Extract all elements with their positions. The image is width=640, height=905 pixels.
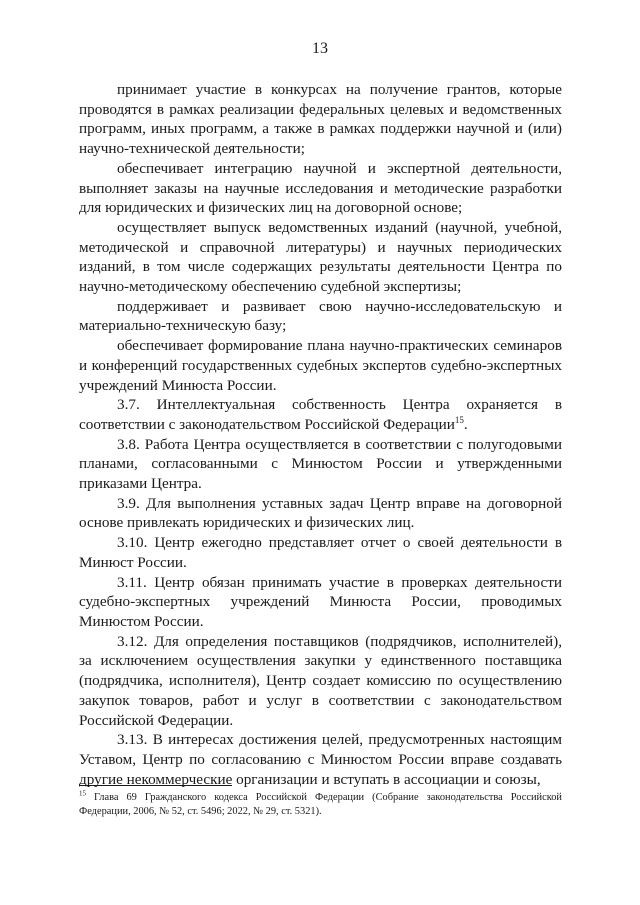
- footnote-text: Глава 69 Гражданского кодекса Российской Федерации (Собрание законодательства Российской Федерации, 2006, № 52, ст. 5496; 2022, № 29, ст. 5321).: [79, 792, 562, 817]
- footnote: [79, 791, 562, 818]
- paragraph-3-7-text: 3.7. Интеллектуальная собственность Центра охраняется в соответствии с законодательством Российской Федерации: [79, 396, 562, 433]
- footnote-separator: [79, 785, 232, 786]
- page-number: 13: [312, 40, 328, 57]
- paragraph-3-7-end: .: [463, 415, 468, 433]
- paragraph-3-11: 3.11. Центр обязан принимать участие в проверках деятельности судебно-экспертных учреждений Минюста России, проводимых Минюстом России.: [79, 573, 562, 630]
- paragraph-research-base: поддерживает и развивает свою научно-исследовательскую и материально-техническую базу;: [79, 297, 562, 335]
- footnote-reference: 15: [454, 414, 464, 425]
- document-body: [79, 80, 562, 789]
- paragraph-publications: осуществляет выпуск ведомственных изданий (научной, учебной, методической и справочной литературы) и научных периодических изданий, в том числе содержащих результаты деятельности Центра по научно-методическому обеспечению судебной экспертизы;: [79, 218, 562, 296]
- paragraph-3-10: 3.10. Центр ежегодно представляет отчет о своей деятельности в Минюст России.: [79, 534, 562, 571]
- paragraph-3-8: 3.8. Работа Центра осуществляется в соответствии с полугодовыми планами, согласованными с Минюстом России и утвержденными приказами Центра.: [79, 435, 562, 493]
- paragraph-3-7: [79, 395, 562, 434]
- footnote-mark: 15: [79, 789, 86, 798]
- paragraph-grants: принимает участие в конкурсах на получение грантов, которые проводятся в рамках реализации федеральных целевых и ведомственных программ, иных программ, а также в рамках поддержки научной и (или) научно-технической деятельности;: [79, 81, 562, 158]
- paragraph-3-9: 3.9. Для выполнения уставных задач Центр вправе на договорной основе привлекать юридических и физических лиц.: [79, 494, 562, 532]
- paragraph-integration: обеспечивает интеграцию научной и экспертной деятельности, выполняет заказы на научные исследования и методические разработки для юридических и физических лиц на договорной основе;: [79, 159, 562, 217]
- paragraph-3-12: 3.12. Для определения поставщиков (подрядчиков, исполнителей), за исключением осуществления закупки у единственного поставщика (подрядчика, исполнителя), Центр создает комиссию по осуществлению закупок товаров, работ и услуг в соответствии с законодательством Российской Федерации.: [79, 632, 562, 729]
- paragraph-3-13: 3.13. В интересах достижения целей, предусмотренных настоящим Уставом, Центр по согласованию с Минюстом России вправе создавать другие некоммерческие организации и вступать в ассоциации и союзы,: [79, 731, 562, 788]
- paragraph-seminars: обеспечивает формирование плана научно-практических семинаров и конференций государственных судебных экспертов судебно-экспертных учреждений Минюста России.: [79, 337, 562, 394]
